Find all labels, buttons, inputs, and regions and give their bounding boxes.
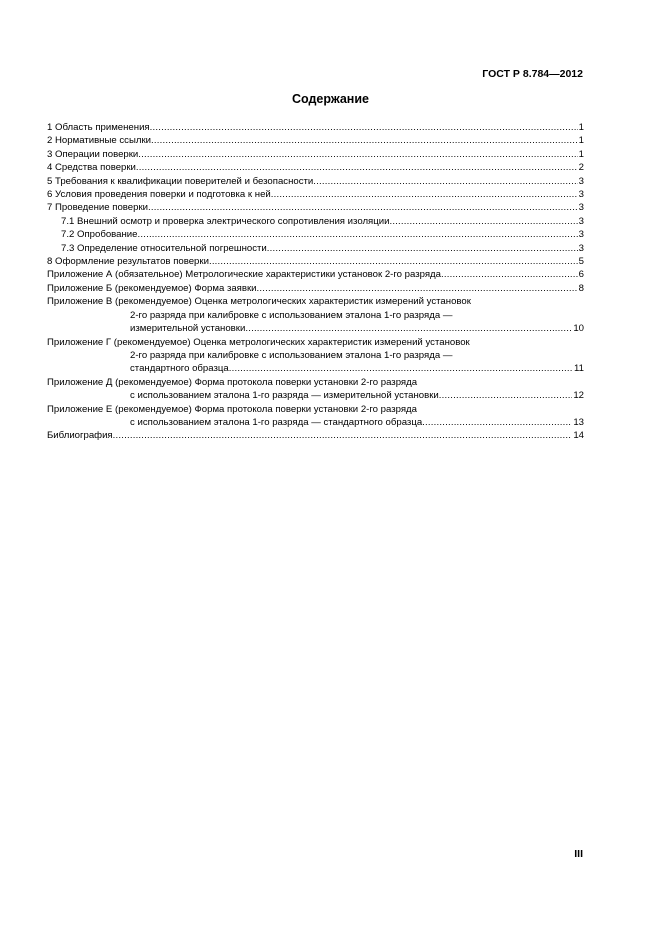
toc-entry-text: 7.3 Определение относительной погрешности — [61, 242, 267, 254]
toc-entry-text: Приложение А (обязательное) Метрологические характеристики установок 2-го разряда — [47, 269, 441, 281]
toc-entry-page: 1 — [578, 122, 584, 133]
toc-dot-leader — [271, 188, 578, 201]
toc-entry-line — [47, 429, 584, 442]
toc-dot-leader — [150, 121, 578, 134]
toc-entry-line — [47, 376, 584, 389]
toc-entry-page: 12 — [573, 390, 584, 402]
toc-entry-line — [47, 362, 584, 375]
toc-dot-leader — [136, 161, 578, 174]
toc-entry-line — [47, 134, 584, 147]
toc-entry-page: 3 — [578, 215, 584, 227]
page-title: Содержание — [291, 92, 369, 106]
toc-entry-text: 7 Проведение поверки — [47, 202, 149, 214]
toc-entry-line — [47, 309, 584, 322]
toc-dot-leader — [313, 175, 577, 188]
document-code: ГОСТ Р 8.784—2012 — [482, 68, 583, 80]
toc-entry-page: 1 — [578, 148, 584, 160]
toc-entry-line — [47, 228, 584, 241]
toc-entry-text: 1 Область применения — [47, 122, 150, 133]
toc-entry-text: 7.2 Опробование — [61, 229, 138, 241]
toc-entry-page: 6 — [578, 269, 584, 281]
toc-entry-text: Приложение Г (рекомендуемое) Оценка метрологических характеристик измерений установок — [47, 336, 470, 348]
toc-entry-line — [47, 121, 584, 134]
toc-entry-text: с использованием эталона 1-го разряда — измерительной установки — [130, 390, 439, 402]
toc-entry-page: 8 — [578, 282, 584, 294]
toc-entry-page: 3 — [578, 175, 584, 187]
page-number: III — [574, 848, 583, 860]
toc-entry-text: 2 Нормативные ссылки — [47, 135, 152, 147]
toc-entry-line — [47, 148, 584, 161]
toc-entry-page: 3 — [578, 189, 584, 201]
toc-entry-text: стандартного образца — [130, 363, 229, 375]
toc-entry-page: 13 — [573, 416, 584, 428]
toc-entry-line — [47, 188, 584, 201]
toc-dot-leader — [209, 255, 578, 268]
toc-entry-line — [47, 389, 584, 402]
toc-dot-leader — [267, 242, 578, 255]
toc-entry-line — [47, 403, 584, 416]
toc-entry-text: Библиография — [47, 430, 113, 442]
toc-entry-line — [47, 201, 584, 214]
toc-entry-text: Приложение Д (рекомендуемое) Форма протокола поверки установки 2-го разряда — [47, 376, 418, 388]
toc-entry-text: измерительной установки — [130, 323, 246, 335]
toc-entry-line — [47, 322, 584, 335]
toc-entry-page: 11 — [574, 363, 584, 375]
toc-entry-line — [47, 336, 584, 349]
toc-entry-text: 3 Операции поверки — [47, 148, 139, 160]
table-of-contents — [47, 121, 584, 443]
toc-dot-leader — [229, 362, 573, 375]
toc-dot-leader — [148, 201, 578, 214]
toc-entry-line — [47, 242, 584, 255]
toc-entry-page: 10 — [573, 323, 584, 335]
toc-entry-text: 2-го разряда при калибровке с использованием эталона 1-го разряда — — [130, 309, 453, 321]
toc-dot-leader — [257, 282, 578, 295]
toc-entry-text: Приложение Е (рекомендуемое) Форма протокола поверки установки 2-го разряда — [47, 403, 417, 415]
toc-entry-text: 8 Оформление результатов поверки — [47, 256, 209, 268]
toc-entry-line — [47, 161, 584, 174]
toc-dot-leader — [422, 416, 572, 429]
toc-dot-leader — [137, 228, 577, 241]
toc-entry-line — [47, 282, 584, 295]
toc-entry-line — [47, 295, 584, 308]
toc-dot-leader — [245, 322, 572, 335]
toc-entry-page: 3 — [578, 202, 584, 214]
toc-dot-leader — [441, 268, 578, 281]
toc-dot-leader — [113, 429, 573, 442]
toc-entry-page: 1 — [578, 135, 584, 147]
toc-dot-leader — [138, 148, 577, 161]
toc-entry-line — [47, 349, 584, 362]
toc-entry-text: с использованием эталона 1-го разряда — стандартного образца — [130, 416, 423, 428]
toc-entry-page: 3 — [578, 242, 584, 254]
toc-dot-leader — [439, 389, 573, 402]
toc-entry-line — [47, 255, 584, 268]
toc-entry-text: Приложение В (рекомендуемое) Оценка метрологических характеристик измерений установок — [47, 296, 471, 308]
toc-entry-text: 4 Средства поверки — [47, 162, 136, 174]
toc-entry-line — [47, 268, 584, 281]
toc-entry-line — [47, 215, 584, 228]
toc-entry-line — [47, 416, 584, 429]
toc-entry-text: 5 Требования к квалификации поверителей и безопасности — [47, 175, 314, 187]
toc-dot-leader — [389, 215, 577, 228]
toc-entry-text: 2-го разряда при калибровке с использованием эталона 1-го разряда — — [130, 349, 453, 361]
toc-entry-page: 5 — [578, 256, 584, 268]
toc-dot-leader — [151, 134, 578, 147]
toc-entry-text: 7.1 Внешний осмотр и проверка электрического сопротивления изоляции — [61, 215, 390, 227]
toc-entry-text: Приложение Б (рекомендуемое) Форма заявки — [47, 282, 257, 294]
toc-entry-line — [47, 175, 584, 188]
toc-entry-page: 14 — [573, 430, 584, 442]
toc-entry-text: 6 Условия проведения поверки и подготовка к ней — [47, 189, 271, 201]
toc-entry-page: 3 — [578, 229, 584, 241]
toc-entry-page: 2 — [578, 162, 584, 174]
